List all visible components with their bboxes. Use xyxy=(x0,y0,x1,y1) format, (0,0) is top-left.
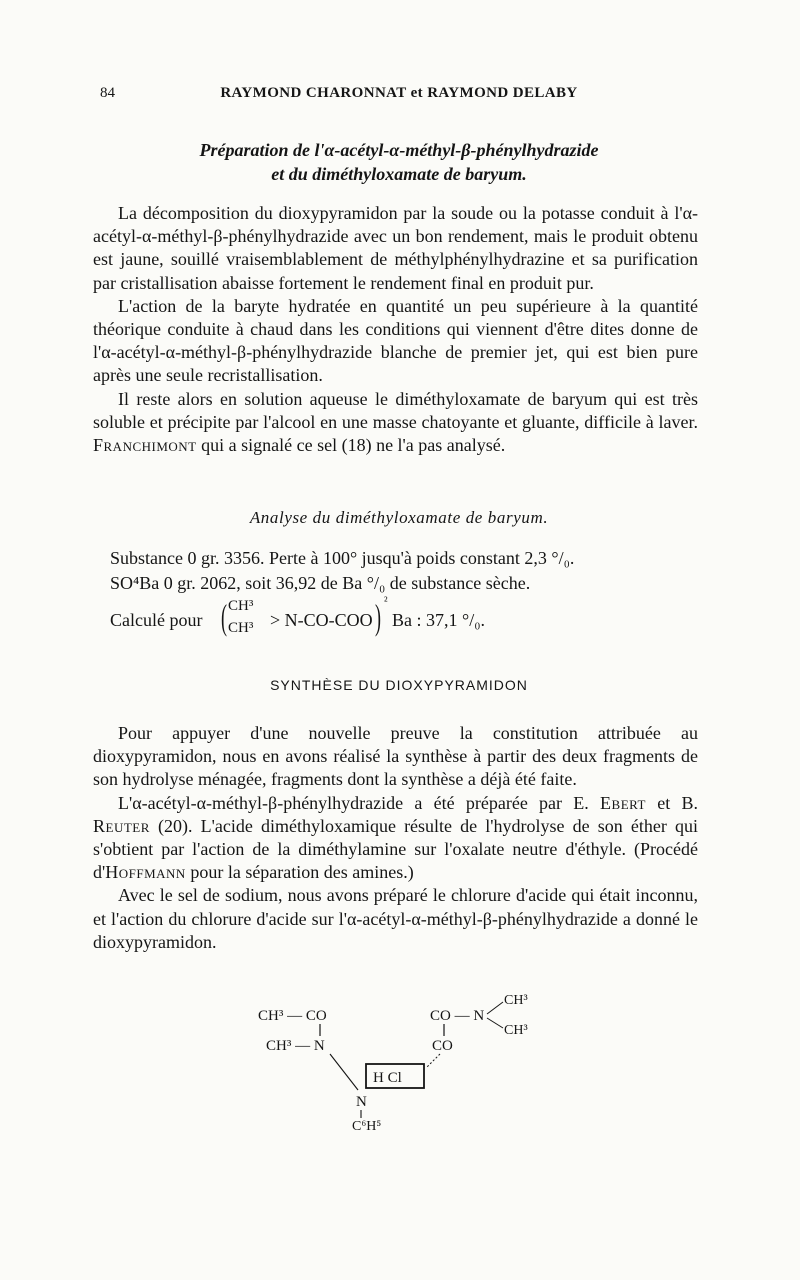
formula-left-bottom: CH³ — N xyxy=(266,1038,325,1054)
paragraph: Pour appuyer d'une nouvelle preuve la constitution attribuée au dioxypyramidon, nous en avons réalisé la synthèse à partir des deux fragments de son hydrolyse ménagée, fragments dont la synthèse a déjà été faite. xyxy=(93,723,698,790)
header-authors: RAYMOND CHARONNAT et RAYMOND DELABY xyxy=(220,85,578,101)
analysis-line: Substance 0 gr. 3356. Perte à 100° jusqu'à poids constant 2,3 °/₀. xyxy=(110,548,575,568)
author-name: Hoffmann xyxy=(105,862,186,883)
methyl-bottom: CH³ xyxy=(228,620,254,636)
analysis-title: Analyse du diméthyloxamate de baryum. xyxy=(249,508,549,527)
author-name: Ebert xyxy=(600,792,646,813)
formula-right-bottom: CO xyxy=(432,1038,453,1054)
section-title-line1: Préparation de l'α-acétyl-α-méthyl-β-phénylhydrazide xyxy=(199,140,599,160)
calc-label: Calculé pour xyxy=(110,610,203,630)
formula-methyl-bottom: CH³ xyxy=(504,1023,528,1038)
close-paren: ) xyxy=(375,597,381,637)
formula-methyl-top: CH³ xyxy=(504,993,528,1008)
formula-center-n: N xyxy=(356,1094,367,1110)
calc-group: > N-CO-COO xyxy=(270,610,373,630)
text-run: (20). L'acide diméthyloxamique résulte de l'hydrolyse de son éther qui s'obtient par l'action de la diméthylamine sur l'oxalate neutre d'éthyle. (Procédé d' xyxy=(93,815,698,883)
synthesis-text xyxy=(93,722,698,954)
structural-formula xyxy=(200,978,580,1138)
running-head xyxy=(100,85,698,109)
formula-right-top: CO — N xyxy=(430,1008,485,1024)
text-run: pour la séparation des amines.) xyxy=(185,862,414,883)
section-title-line2: et du diméthyloxamate de baryum. xyxy=(271,164,527,184)
paragraph: Avec le sel de sodium, nous avons préparé le chlorure d'acide qui était inconnu, et l'action du chlorure d'acide sur l'α-acétyl-α-méthyl-β-phénylhydrazide a donné le dioxypyramidon. xyxy=(93,885,698,952)
author-name: Reuter xyxy=(93,815,150,836)
methyl-top: CH³ xyxy=(228,598,254,614)
text-run: et B. xyxy=(646,792,698,813)
bond-line xyxy=(426,1054,440,1068)
analysis-line: SO⁴Ba 0 gr. 2062, soit 36,92 de Ba °/₀ de substance sèche. xyxy=(110,573,531,593)
prep-text xyxy=(93,202,698,457)
formula-hcl: H Cl xyxy=(373,1070,402,1086)
bond-line xyxy=(487,1018,503,1028)
formula-left-top: CH³ — CO xyxy=(258,1008,327,1024)
section-title xyxy=(100,138,698,186)
calc-result: Ba : 37,1 °/₀. xyxy=(392,610,485,630)
open-paren: ( xyxy=(221,597,227,637)
text-run: L'α-acétyl-α-méthyl-β-phénylhydrazide a été préparée par E. xyxy=(118,792,601,813)
bond-line xyxy=(330,1054,358,1090)
author-name: Franchimont xyxy=(93,435,197,456)
paragraph: La décomposition du dioxypyramidon par la soude ou la potasse conduit à l'α-acétyl-α-méthyl-β-phénylhydrazide avec un bon rendement, mais le produit obtenu est jaune, souillé vraisemblablement de méthylphénylhydrazine et sa purification par cristallisation abaisse fortement le rendement final en produit pur. xyxy=(93,203,698,293)
paragraph: L'action de la baryte hydratée en quantité un peu supérieure à la quantité théorique conduite à chaud dans les conditions qui viennent d'être dites donne de l'α-acétyl-α-méthyl-β-phénylhydrazide blanche de premier jet, qui est bien pure après une seule recristallisation. xyxy=(93,295,698,386)
page-number: 84 xyxy=(100,85,115,101)
bond-line xyxy=(487,1002,503,1014)
text-run: qui a signalé ce sel (18) ne l'a pas analysé. xyxy=(196,435,506,456)
calc-exponent: ² xyxy=(384,594,388,608)
paragraph xyxy=(93,792,698,885)
paragraph xyxy=(93,388,698,458)
formula-phenyl: C⁶H⁵ xyxy=(352,1119,382,1134)
synthesis-heading: SYNTHÈSE DU DIOXYPYRAMIDON xyxy=(270,677,528,693)
text-run: Il reste alors en solution aqueuse le diméthyloxamate de baryum qui est très soluble et précipite par l'alcool en une masse chatoyante et gluante, difficile à laver. xyxy=(93,388,698,432)
